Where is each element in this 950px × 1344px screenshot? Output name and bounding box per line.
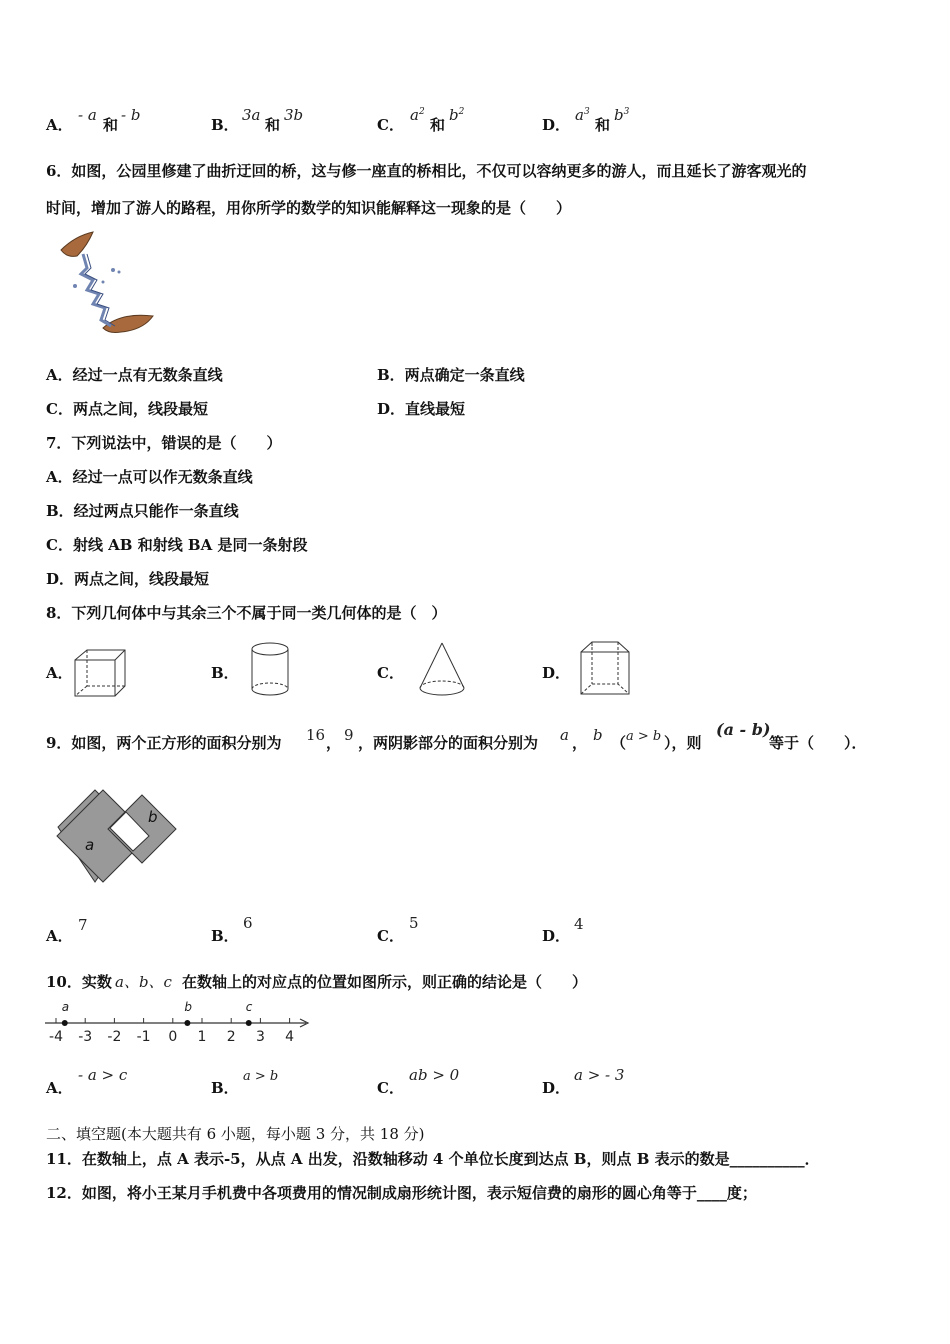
- q8-stem: 8．下列几何体中与其余三个不属于同一类几何体的是（ ）: [46, 604, 447, 622]
- tick-label: 2: [226, 1029, 236, 1045]
- q7-option-a: A．经过一点可以作无数条直线: [46, 468, 253, 486]
- math-expr: $b^3$: [614, 106, 630, 124]
- point-label-b: b: [184, 1000, 193, 1014]
- var-a: a: [560, 726, 569, 744]
- q10-stem-text: 在数轴上的对应点的位置如图所示，则正确的结论是（ ）: [182, 973, 588, 991]
- comma: ，: [326, 734, 342, 752]
- q7-option-d: D．两点之间，线段最短: [46, 570, 210, 588]
- cone-figure: [416, 640, 468, 700]
- value-16: 16: [306, 726, 326, 744]
- expr-a-minus-b: (a - b): [716, 720, 771, 739]
- math-expr: 3a: [242, 106, 261, 124]
- math-expr: - a: [78, 106, 97, 124]
- comma: ，: [572, 734, 588, 752]
- q6-option-c: C．两点之间，线段最短: [46, 400, 208, 418]
- prism-figure: [578, 638, 634, 700]
- cube-figure: [72, 648, 130, 700]
- value-9: 9: [344, 726, 354, 744]
- q7-option-c: C．射线 AB 和射线 BA 是同一条射段: [46, 536, 308, 554]
- math-expr: 3b: [284, 106, 304, 124]
- option-value: 5: [409, 914, 419, 932]
- tick-label: -3: [78, 1029, 93, 1045]
- option-label: A．: [46, 116, 73, 134]
- point-label-c: c: [245, 1000, 253, 1014]
- q9-stem-text: 9．如图，两个正方形的面积分别为: [46, 734, 282, 752]
- and-text: 和: [595, 116, 611, 134]
- tick-label: 1: [197, 1029, 207, 1045]
- option-value: a > - 3: [574, 1066, 625, 1084]
- tick-label: 0: [168, 1029, 178, 1045]
- label-b: b: [148, 808, 158, 826]
- section-2-title: 二、填空题(本大题共有 6 小题，每小题 3 分，共 18 分): [46, 1125, 425, 1143]
- option-label: D．: [542, 1079, 571, 1097]
- q9-stem-text: ，两阴影部分的面积分别为: [358, 734, 539, 752]
- paren: （: [611, 734, 627, 752]
- q6-stem-line1: 6．如图，公园里修建了曲折迂回的桥，这与修一座直的桥相比，不仅可以容纳更多的游人，而且延长了游客观光的: [46, 162, 807, 180]
- and-text: 和: [265, 116, 281, 134]
- option-value: 7: [78, 916, 88, 934]
- q6-option-b: B．两点确定一条直线: [377, 366, 525, 384]
- q6-option-d: D．直线最短: [377, 400, 466, 418]
- q7-stem: 7．下列说法中，错误的是（ ）: [46, 434, 282, 452]
- zigzag-bridge-figure: [55, 228, 160, 336]
- and-text: 和: [430, 116, 446, 134]
- q8-option-d-label: D．: [542, 664, 571, 682]
- option-label: A．: [46, 1079, 73, 1097]
- point-a: [62, 1020, 68, 1026]
- point-b: [184, 1020, 190, 1026]
- tick-label: -4: [49, 1029, 63, 1045]
- point-c: [246, 1020, 252, 1026]
- q6-option-a: A．经过一点有无数条直线: [46, 366, 223, 384]
- q12-text: 12．如图，将小王某月手机费中各项费用的情况制成扇形统计图，表示短信费的扇形的圆心角等于____度；: [46, 1184, 757, 1202]
- tick-label: 3: [255, 1029, 265, 1045]
- two-squares-figure: [55, 786, 181, 886]
- math-expr: - b: [121, 106, 141, 124]
- q8-option-b-label: B．: [211, 664, 239, 682]
- q8-option-c-label: C．: [377, 664, 404, 682]
- option-label: D．: [542, 116, 571, 134]
- option-label: B．: [211, 116, 239, 134]
- option-label: C．: [377, 116, 404, 134]
- and-text: 和: [103, 116, 119, 134]
- option-label: C．: [377, 927, 404, 945]
- option-value: - a > c: [78, 1066, 128, 1084]
- label-a: a: [85, 836, 95, 854]
- math-expr: $a^2$: [410, 106, 425, 124]
- option-value: 6: [243, 914, 253, 932]
- option-label: B．: [211, 927, 239, 945]
- q9-stem-text: 等于（ ）．: [769, 734, 867, 752]
- point-label-a: a: [61, 1000, 70, 1014]
- option-value: ab > 0: [409, 1066, 460, 1084]
- option-value: 4: [574, 915, 584, 933]
- tick-label: -2: [107, 1029, 122, 1045]
- q6-stem-line2: 时间，增加了游人的路程，用你所学的数学的知识能解释这一现象的是（ ）: [46, 199, 572, 217]
- option-label: D．: [542, 927, 571, 945]
- cylinder-figure: [248, 640, 292, 698]
- paren: ），则: [664, 734, 702, 752]
- condition-expr: a > b: [626, 729, 662, 744]
- tick-label: 4: [285, 1029, 295, 1045]
- math-expr: $b^2$: [449, 106, 465, 124]
- var-b: b: [593, 726, 603, 744]
- tick-label: -1: [136, 1029, 151, 1045]
- upper-bank: [61, 232, 93, 256]
- vars-abc: a、b、c: [115, 973, 172, 991]
- q11-text: 11．在数轴上，点 A 表示-5，从点 A 出发，沿数轴移动 4 个单位长度到达点 B，则点 B 表示的数是__________．: [46, 1150, 820, 1168]
- option-label: A．: [46, 927, 73, 945]
- option-label: C．: [377, 1079, 404, 1097]
- option-label: B．: [211, 1079, 239, 1097]
- q10-stem-text: 10．实数: [46, 973, 112, 991]
- q7-option-b: B．经过两点只能作一条直线: [46, 502, 239, 520]
- option-value: a > b: [243, 1069, 279, 1084]
- math-expr: $a^3$: [575, 106, 590, 124]
- q8-option-a-label: A．: [46, 664, 73, 682]
- number-line: [40, 998, 320, 1048]
